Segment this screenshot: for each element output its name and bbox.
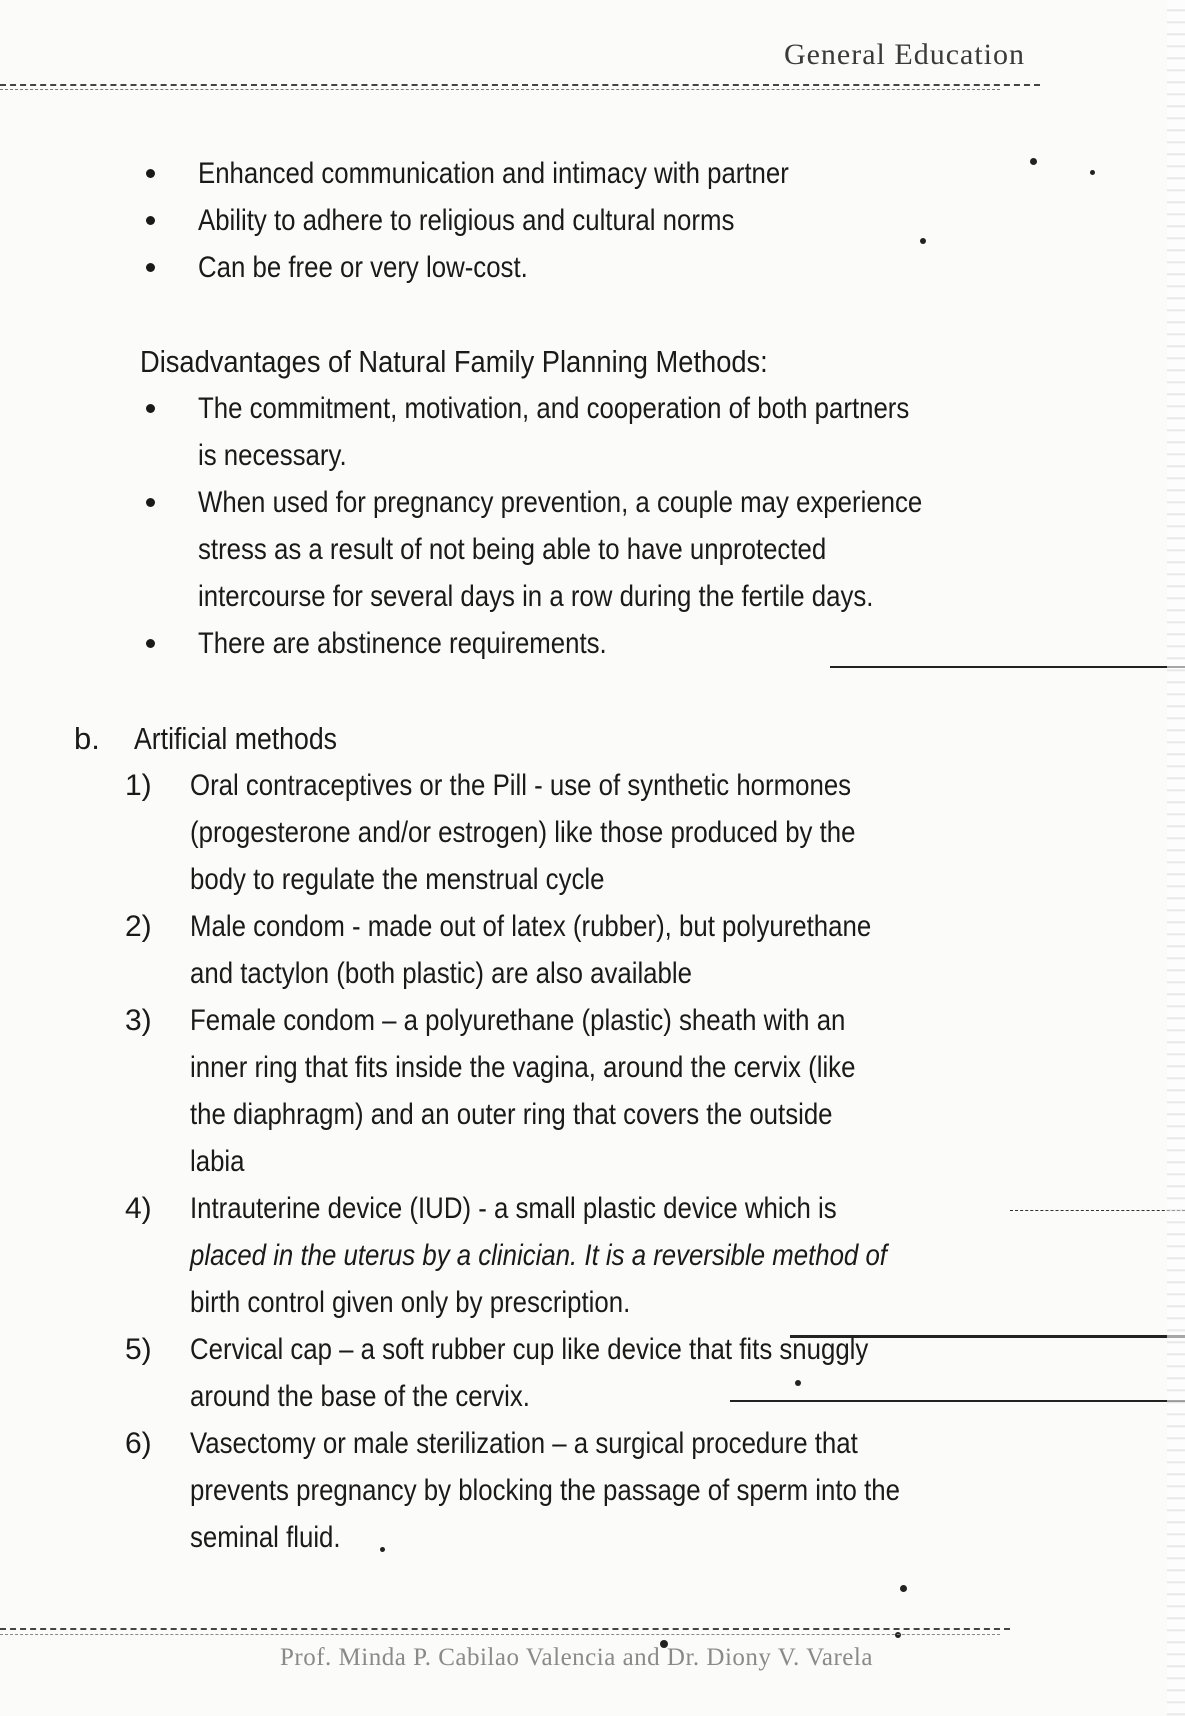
list-item-line: labia: [190, 1145, 245, 1178]
bullet-icon: [146, 498, 155, 507]
list-item: [138, 479, 1040, 620]
bullet-icon: [146, 404, 155, 413]
list-item-line: Cervical cap – a soft rubber cup like device that fits snuggly: [190, 1333, 869, 1366]
list-item: [138, 197, 885, 244]
list-item-line: There are abstinence requirements.: [198, 627, 607, 660]
list-item: [125, 762, 1016, 903]
list-item-line: intercourse for several days in a row during the fertile days.: [198, 580, 874, 613]
list-item-line: is necessary.: [198, 439, 347, 472]
scan-artifact-line: [790, 1335, 1185, 1338]
list-item-line: the diaphragm) and an outer ring that covers the outside: [190, 1098, 833, 1131]
scan-edge-shadow: [1167, 0, 1185, 1716]
bullet-icon: [146, 169, 155, 178]
list-item-line: and tactylon (both plastic) are also available: [190, 957, 692, 990]
list-item-line: inner ring that fits inside the vagina, around the cervix (like: [190, 1051, 856, 1084]
list-item-line: placed in the uterus by a clinician. It is a reversible method of: [190, 1239, 887, 1272]
header-rule: [0, 84, 1040, 86]
list-item-line: prevents pregnancy by blocking the passage of sperm into the: [190, 1474, 900, 1507]
list-item-line: (progesterone and/or estrogen) like those produced by the: [190, 816, 856, 849]
advantages-list: [138, 150, 885, 291]
list-item: [138, 385, 1040, 479]
list-item-text: Enhanced communication and intimacy with partner: [198, 157, 789, 190]
list-item-line: seminal fluid.: [190, 1521, 341, 1554]
disadvantages-list: [138, 385, 1040, 667]
scan-speck: [1090, 170, 1095, 175]
item-number: 5): [125, 1333, 152, 1366]
section-label: Artificial methods: [134, 721, 337, 756]
item-number: 1): [125, 769, 152, 802]
scan-speck: [900, 1585, 907, 1592]
scan-artifact-line: [1010, 1210, 1185, 1211]
artificial-methods-list: [125, 762, 1016, 1561]
list-item: [125, 1420, 1016, 1561]
scan-artifact-line: [830, 666, 1185, 668]
scan-speck: [1030, 158, 1037, 165]
list-item-line: body to regulate the menstrual cycle: [190, 863, 605, 896]
scan-speck: [895, 1632, 901, 1638]
bullet-icon: [146, 639, 155, 648]
header-title: General Education: [783, 38, 1025, 71]
list-item-line: Female condom – a polyurethane (plastic) sheath with an: [190, 1004, 846, 1037]
list-item-line: The commitment, motivation, and cooperation of both partners: [198, 392, 910, 425]
list-item: [125, 1185, 1016, 1326]
list-item-line: around the base of the cervix.: [190, 1380, 530, 1413]
list-item-line: Vasectomy or male sterilization – a surgical procedure that: [190, 1427, 858, 1460]
item-number: 3): [125, 1004, 152, 1037]
list-item-line: Oral contraceptives or the Pill - use of synthetic hormones: [190, 769, 852, 802]
list-item: [125, 903, 1016, 997]
item-number: 2): [125, 910, 152, 943]
scan-speck: [920, 238, 926, 244]
list-item-text: Ability to adhere to religious and cultural norms: [198, 204, 735, 237]
footer-authors: Prof. Minda P. Cabilao Valencia and Dr. Diony V. Varela: [280, 1644, 873, 1671]
list-item-line: Male condom - made out of latex (rubber), but polyurethane: [190, 910, 872, 943]
section-marker: b.: [74, 721, 100, 756]
scan-artifact-line: [730, 1400, 1185, 1402]
bullet-icon: [146, 216, 155, 225]
item-number: 4): [125, 1192, 152, 1225]
scan-speck: [380, 1547, 385, 1552]
list-item: [125, 1326, 1016, 1420]
disadvantages-heading: Disadvantages of Natural Family Planning Methods:: [140, 344, 768, 379]
list-item: [138, 150, 885, 197]
footer-rule: [0, 1628, 1010, 1630]
scan-speck: [795, 1380, 801, 1386]
bullet-icon: [146, 263, 155, 272]
list-item-line: Intrauterine device (IUD) - a small plastic device which is: [190, 1192, 837, 1225]
list-item: [138, 244, 885, 291]
list-item-text: Can be free or very low-cost.: [198, 251, 528, 284]
item-number: 6): [125, 1427, 152, 1460]
list-item: [125, 997, 1016, 1185]
header-rule-secondary: [0, 89, 1000, 90]
list-item-line: When used for pregnancy prevention, a couple may experience: [198, 486, 923, 519]
list-item: [138, 620, 1040, 667]
list-item-line: stress as a result of not being able to have unprotected: [198, 533, 827, 566]
list-item-line: birth control given only by prescription.: [190, 1286, 631, 1319]
footer-rule-secondary: [0, 1634, 1000, 1635]
